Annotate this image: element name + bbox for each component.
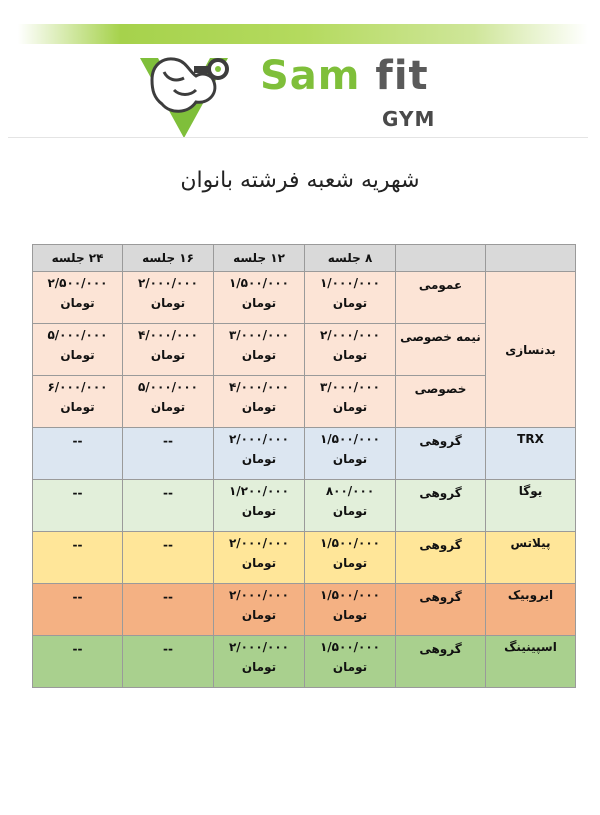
category-trx: TRX (486, 428, 576, 480)
price-cell: ۶/۰۰۰/۰۰۰ تومان (33, 376, 123, 428)
price-cell: ۲/۰۰۰/۰۰۰ تومان (214, 584, 305, 636)
header-12-sessions: ۱۲ جلسه (214, 245, 305, 272)
type-cell: عمومی (396, 272, 486, 324)
header-24-sessions: ۲۴ جلسه (33, 245, 123, 272)
empty-price-cell: -- (33, 636, 123, 688)
top-gradient-bar (18, 24, 588, 44)
category-aerobics: ایروبیک (486, 584, 576, 636)
bicep-logo-icon (134, 50, 234, 142)
empty-price-cell: -- (123, 584, 214, 636)
brand-sam: Sam (260, 53, 361, 99)
price-cell: ۲/۰۰۰/۰۰۰ تومان (214, 428, 305, 480)
brand-fit: fit (375, 53, 429, 99)
header-16-sessions: ۱۶ جلسه (123, 245, 214, 272)
page-title: شهریه شعبه فرشته بانوان (180, 168, 420, 193)
price-cell: ۲/۰۰۰/۰۰۰ تومان (214, 532, 305, 584)
type-cell: نیمه خصوصی (396, 324, 486, 376)
type-cell: خصوصی (396, 376, 486, 428)
type-cell: گروهی (396, 532, 486, 584)
brand-wordmark (260, 53, 429, 99)
price-cell: ۱/۵۰۰/۰۰۰ تومان (305, 584, 396, 636)
type-cell: گروهی (396, 584, 486, 636)
table-row-yoga (33, 480, 576, 532)
table-header-row (33, 245, 576, 272)
price-cell: ۵/۰۰۰/۰۰۰ تومان (33, 324, 123, 376)
table-row-pilates (33, 532, 576, 584)
header-empty (486, 245, 576, 272)
table-row-spinning (33, 636, 576, 688)
table-row-aerobics (33, 584, 576, 636)
price-cell: ۱/۵۰۰/۰۰۰ تومان (305, 636, 396, 688)
empty-price-cell: -- (33, 428, 123, 480)
type-cell: گروهی (396, 480, 486, 532)
samfit-logo (128, 50, 468, 145)
price-cell: ۴/۰۰۰/۰۰۰ تومان (123, 324, 214, 376)
price-cell: ۳/۰۰۰/۰۰۰ تومان (305, 376, 396, 428)
empty-price-cell: -- (123, 636, 214, 688)
brand-gym: GYM (382, 107, 436, 131)
empty-price-cell: -- (123, 532, 214, 584)
category-yoga: یوگا (486, 480, 576, 532)
price-cell: ۲/۵۰۰/۰۰۰ تومان (33, 272, 123, 324)
empty-price-cell: -- (33, 532, 123, 584)
divider (8, 137, 588, 138)
price-cell: ۲/۰۰۰/۰۰۰ تومان (214, 636, 305, 688)
price-cell: ۳/۰۰۰/۰۰۰ تومان (214, 324, 305, 376)
category-pilates: پیلاتس (486, 532, 576, 584)
price-cell: ۵/۰۰۰/۰۰۰ تومان (123, 376, 214, 428)
price-cell: ۴/۰۰۰/۰۰۰ تومان (214, 376, 305, 428)
price-cell: ۱/۵۰۰/۰۰۰ تومان (305, 428, 396, 480)
price-cell: ۱/۲۰۰/۰۰۰ تومان (214, 480, 305, 532)
header-8-sessions: ۸ جلسه (305, 245, 396, 272)
price-cell: ۲/۰۰۰/۰۰۰ تومان (305, 324, 396, 376)
price-cell: ۸۰۰/۰۰۰ تومان (305, 480, 396, 532)
category-spinning: اسپینینگ (486, 636, 576, 688)
empty-price-cell: -- (123, 480, 214, 532)
price-cell: ۲/۰۰۰/۰۰۰ تومان (123, 272, 214, 324)
price-cell: ۱/۰۰۰/۰۰۰ تومان (305, 272, 396, 324)
type-cell: گروهی (396, 428, 486, 480)
empty-price-cell: -- (123, 428, 214, 480)
price-cell: ۱/۵۰۰/۰۰۰ تومان (214, 272, 305, 324)
type-cell: گروهی (396, 636, 486, 688)
table-row (33, 272, 576, 324)
category-bodybuilding: بدنسازی (486, 272, 576, 428)
price-table (32, 244, 576, 688)
empty-price-cell: -- (33, 480, 123, 532)
header-empty (396, 245, 486, 272)
table-row-trx (33, 428, 576, 480)
price-cell: ۱/۵۰۰/۰۰۰ تومان (305, 532, 396, 584)
empty-price-cell: -- (33, 584, 123, 636)
